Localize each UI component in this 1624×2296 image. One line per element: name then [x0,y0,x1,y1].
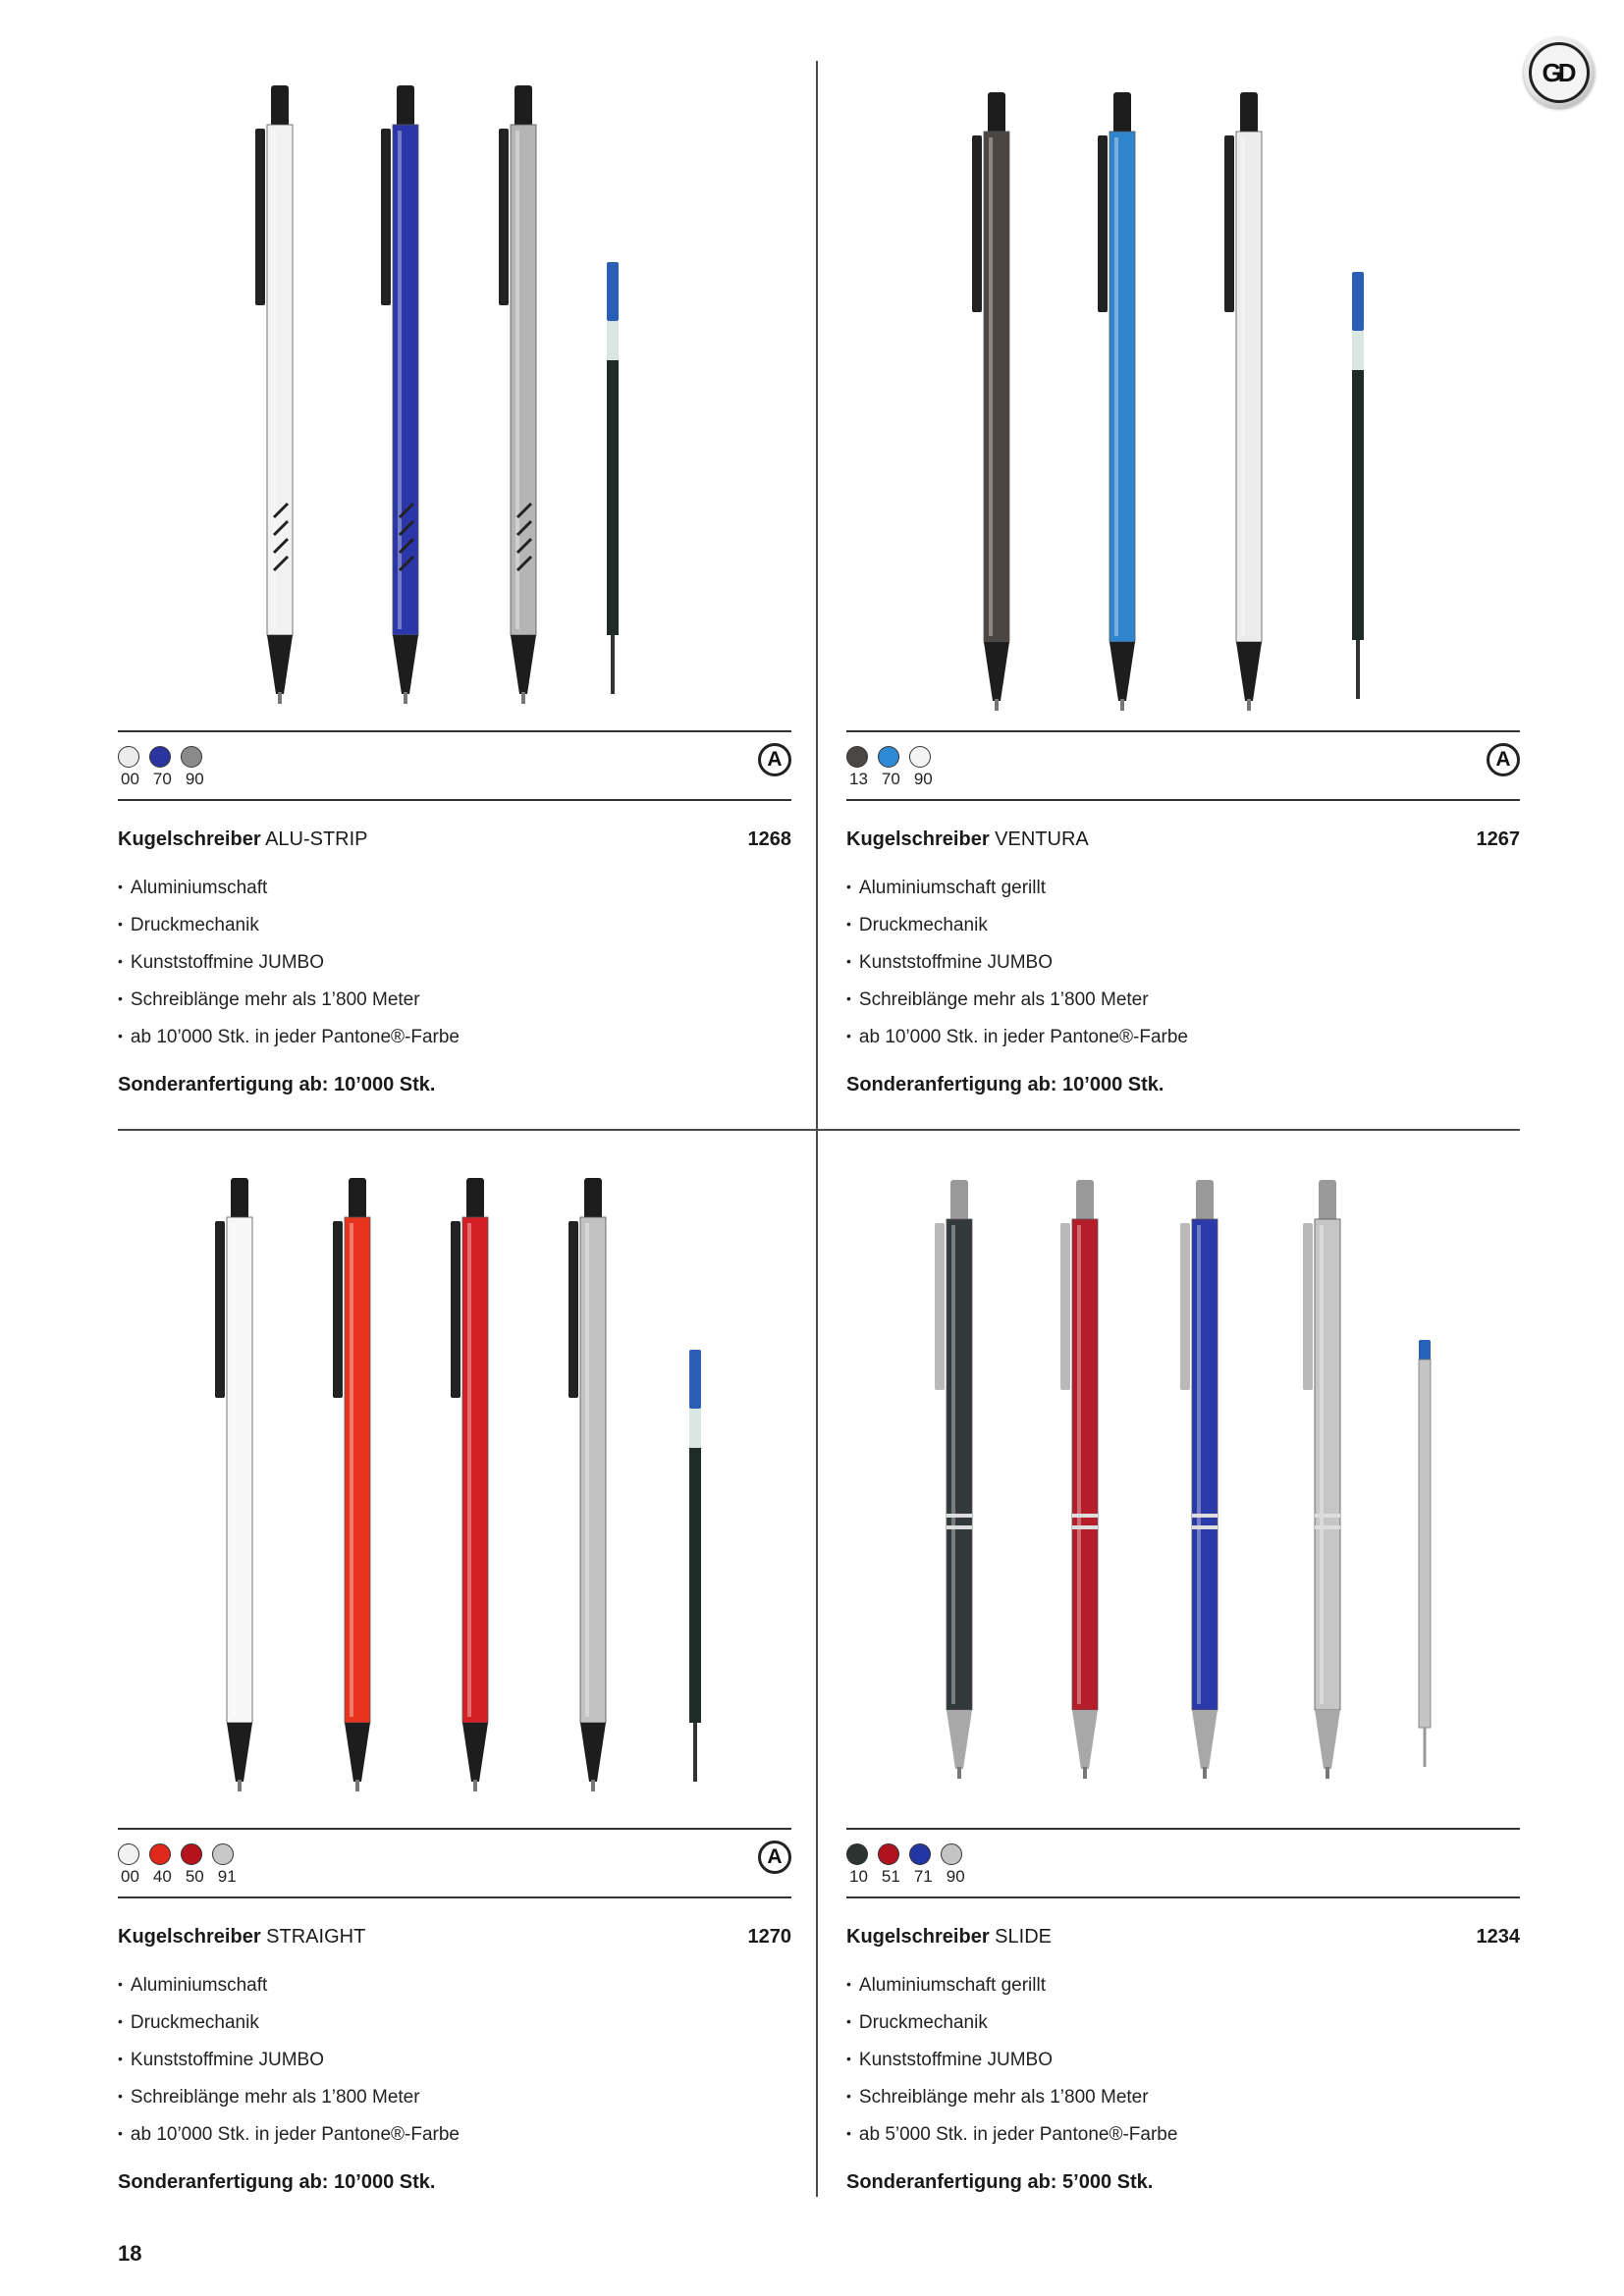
logo-mark: G D [1529,42,1590,103]
color-rule-bottom [118,1896,791,1898]
pen-illustration [846,1158,1520,1826]
color-swatch [212,1843,234,1865]
pen-illustration [846,61,1520,728]
pen-illustration [118,61,791,728]
custom-value: 10’000 Stk. [334,1074,436,1095]
color-code: 00 [121,1867,139,1886]
title-name: SLIDE [995,1926,1052,1948]
feature-item: • Kunststoffmine JUMBO [118,2042,460,2079]
title-prefix: Kugelschreiber [118,828,261,850]
badge-icon: A [1487,743,1520,776]
custom-value: 10’000 Stk. [334,2171,436,2193]
color-code: 10 [849,1867,868,1886]
feature-item: • Druckmechanik [118,907,460,944]
feature-item: • Schreiblänge mehr als 1’800 Meter [846,982,1188,1019]
title-name: STRAIGHT [266,1926,366,1948]
title-prefix: Kugelschreiber [118,1926,261,1948]
feature-item: • ab 5’000 Stk. in jeder Pantone®-Farbe [846,2116,1177,2154]
color-swatch [941,1843,962,1865]
title-name: ALU-STRIP [265,828,368,850]
feature-item: • Druckmechanik [846,907,1188,944]
color-swatches [118,1843,234,1865]
feature-list [118,1967,460,2154]
page-number: 18 [118,2241,142,2266]
feature-item: • Schreiblänge mehr als 1’800 Meter [118,2079,460,2116]
color-code: 13 [849,770,868,788]
feature-item: • Kunststoffmine JUMBO [118,944,460,982]
pen [333,1178,370,1791]
color-swatch [181,746,202,768]
color-code: 40 [152,1867,172,1886]
feature-item: • Aluminiumschaft gerillt [846,1967,1177,2004]
feature-item: • Druckmechanik [118,2004,460,2042]
color-code: 90 [913,770,933,788]
color-swatch [149,1843,171,1865]
product-image [118,1158,791,1826]
feature-item: • ab 10’000 Stk. in jeder Pantone®-Farbe [118,2116,460,2154]
feature-item: • ab 10’000 Stk. in jeder Pantone®-Farbe [846,1019,1188,1056]
pen [255,85,293,704]
color-swatch [149,746,171,768]
feature-item: • ab 10’000 Stk. in jeder Pantone®-Farbe [118,1019,460,1056]
custom-label: Sonderanfertigung ab: [118,1074,329,1095]
color-swatches [846,1843,962,1865]
color-swatch [181,1843,202,1865]
product-title [846,1926,1052,1949]
color-code: 91 [217,1867,237,1886]
color-code: 00 [121,770,139,788]
feature-item: • Aluminiumschaft gerillt [846,870,1188,907]
product-image [118,61,791,728]
title-prefix: Kugelschreiber [846,1926,990,1948]
feature-list [846,870,1188,1056]
color-rule-bottom [118,799,791,801]
color-code: 70 [152,770,172,788]
row-divider [118,1129,1520,1131]
color-codes [849,770,933,789]
product-title [118,1926,365,1949]
feature-item: • Aluminiumschaft [118,870,460,907]
pen [381,85,418,704]
color-rule-top [118,1828,791,1830]
custom-label: Sonderanfertigung ab: [846,1074,1057,1095]
article-number: 1267 [1476,828,1520,850]
feature-list [118,870,460,1056]
badge-icon: A [758,743,791,776]
custom-value: 5’000 Stk. [1062,2171,1154,2193]
feature-item: • Aluminiumschaft [118,1967,460,2004]
color-swatches [118,746,202,768]
pen [1180,1180,1218,1779]
ink-refill [607,262,619,694]
product-image [846,1158,1520,1826]
pen [1098,92,1135,711]
ink-refill [1352,272,1364,699]
pen [451,1178,488,1791]
title-name: VENTURA [995,828,1089,850]
product-image [846,61,1520,728]
custom-label: Sonderanfertigung ab: [118,2171,329,2193]
article-number: 1234 [1476,1926,1520,1948]
custom-order-note [846,2171,1153,2194]
pen [1060,1180,1098,1779]
product-title [846,828,1089,851]
color-code: 51 [881,1867,900,1886]
color-code: 90 [946,1867,965,1886]
custom-label: Sonderanfertigung ab: [846,2171,1057,2193]
custom-order-note [846,1074,1164,1096]
pen [972,92,1009,711]
pen [568,1178,606,1791]
title-prefix: Kugelschreiber [846,828,990,850]
color-code: 71 [913,1867,933,1886]
color-swatch [118,1843,139,1865]
color-codes [121,770,204,789]
pen [215,1178,252,1791]
color-swatches [846,746,931,768]
feature-item: • Schreiblänge mehr als 1’800 Meter [118,982,460,1019]
pen [1224,92,1262,711]
color-swatch [909,746,931,768]
color-swatch [878,1843,899,1865]
color-codes [849,1867,965,1887]
color-rule-top [846,730,1520,732]
color-swatch [118,746,139,768]
custom-order-note [118,1074,435,1096]
feature-item: • Kunststoffmine JUMBO [846,2042,1177,2079]
article-number: 1268 [747,828,791,850]
color-code: 70 [881,770,900,788]
pen [935,1180,972,1779]
ink-refill [689,1350,701,1782]
pen [1303,1180,1340,1779]
color-swatch [846,746,868,768]
color-rule-top [118,730,791,732]
feature-item: • Druckmechanik [846,2004,1177,2042]
custom-order-note [118,2171,435,2194]
color-code: 90 [185,770,204,788]
color-swatch [846,1843,868,1865]
pen-illustration [118,1158,791,1826]
feature-list [846,1967,1177,2154]
product-title [118,828,368,851]
color-rule-top [846,1828,1520,1830]
badge-icon: A [758,1841,791,1874]
color-rule-bottom [846,799,1520,801]
pen [499,85,536,704]
color-codes [121,1867,237,1887]
ink-refill [1419,1340,1431,1767]
color-code: 50 [185,1867,204,1886]
custom-value: 10’000 Stk. [1062,1074,1164,1095]
color-rule-bottom [846,1896,1520,1898]
brand-logo [1524,37,1595,108]
color-swatch [909,1843,931,1865]
feature-item: • Schreiblänge mehr als 1’800 Meter [846,2079,1177,2116]
article-number: 1270 [747,1926,791,1948]
color-swatch [878,746,899,768]
feature-item: • Kunststoffmine JUMBO [846,944,1188,982]
